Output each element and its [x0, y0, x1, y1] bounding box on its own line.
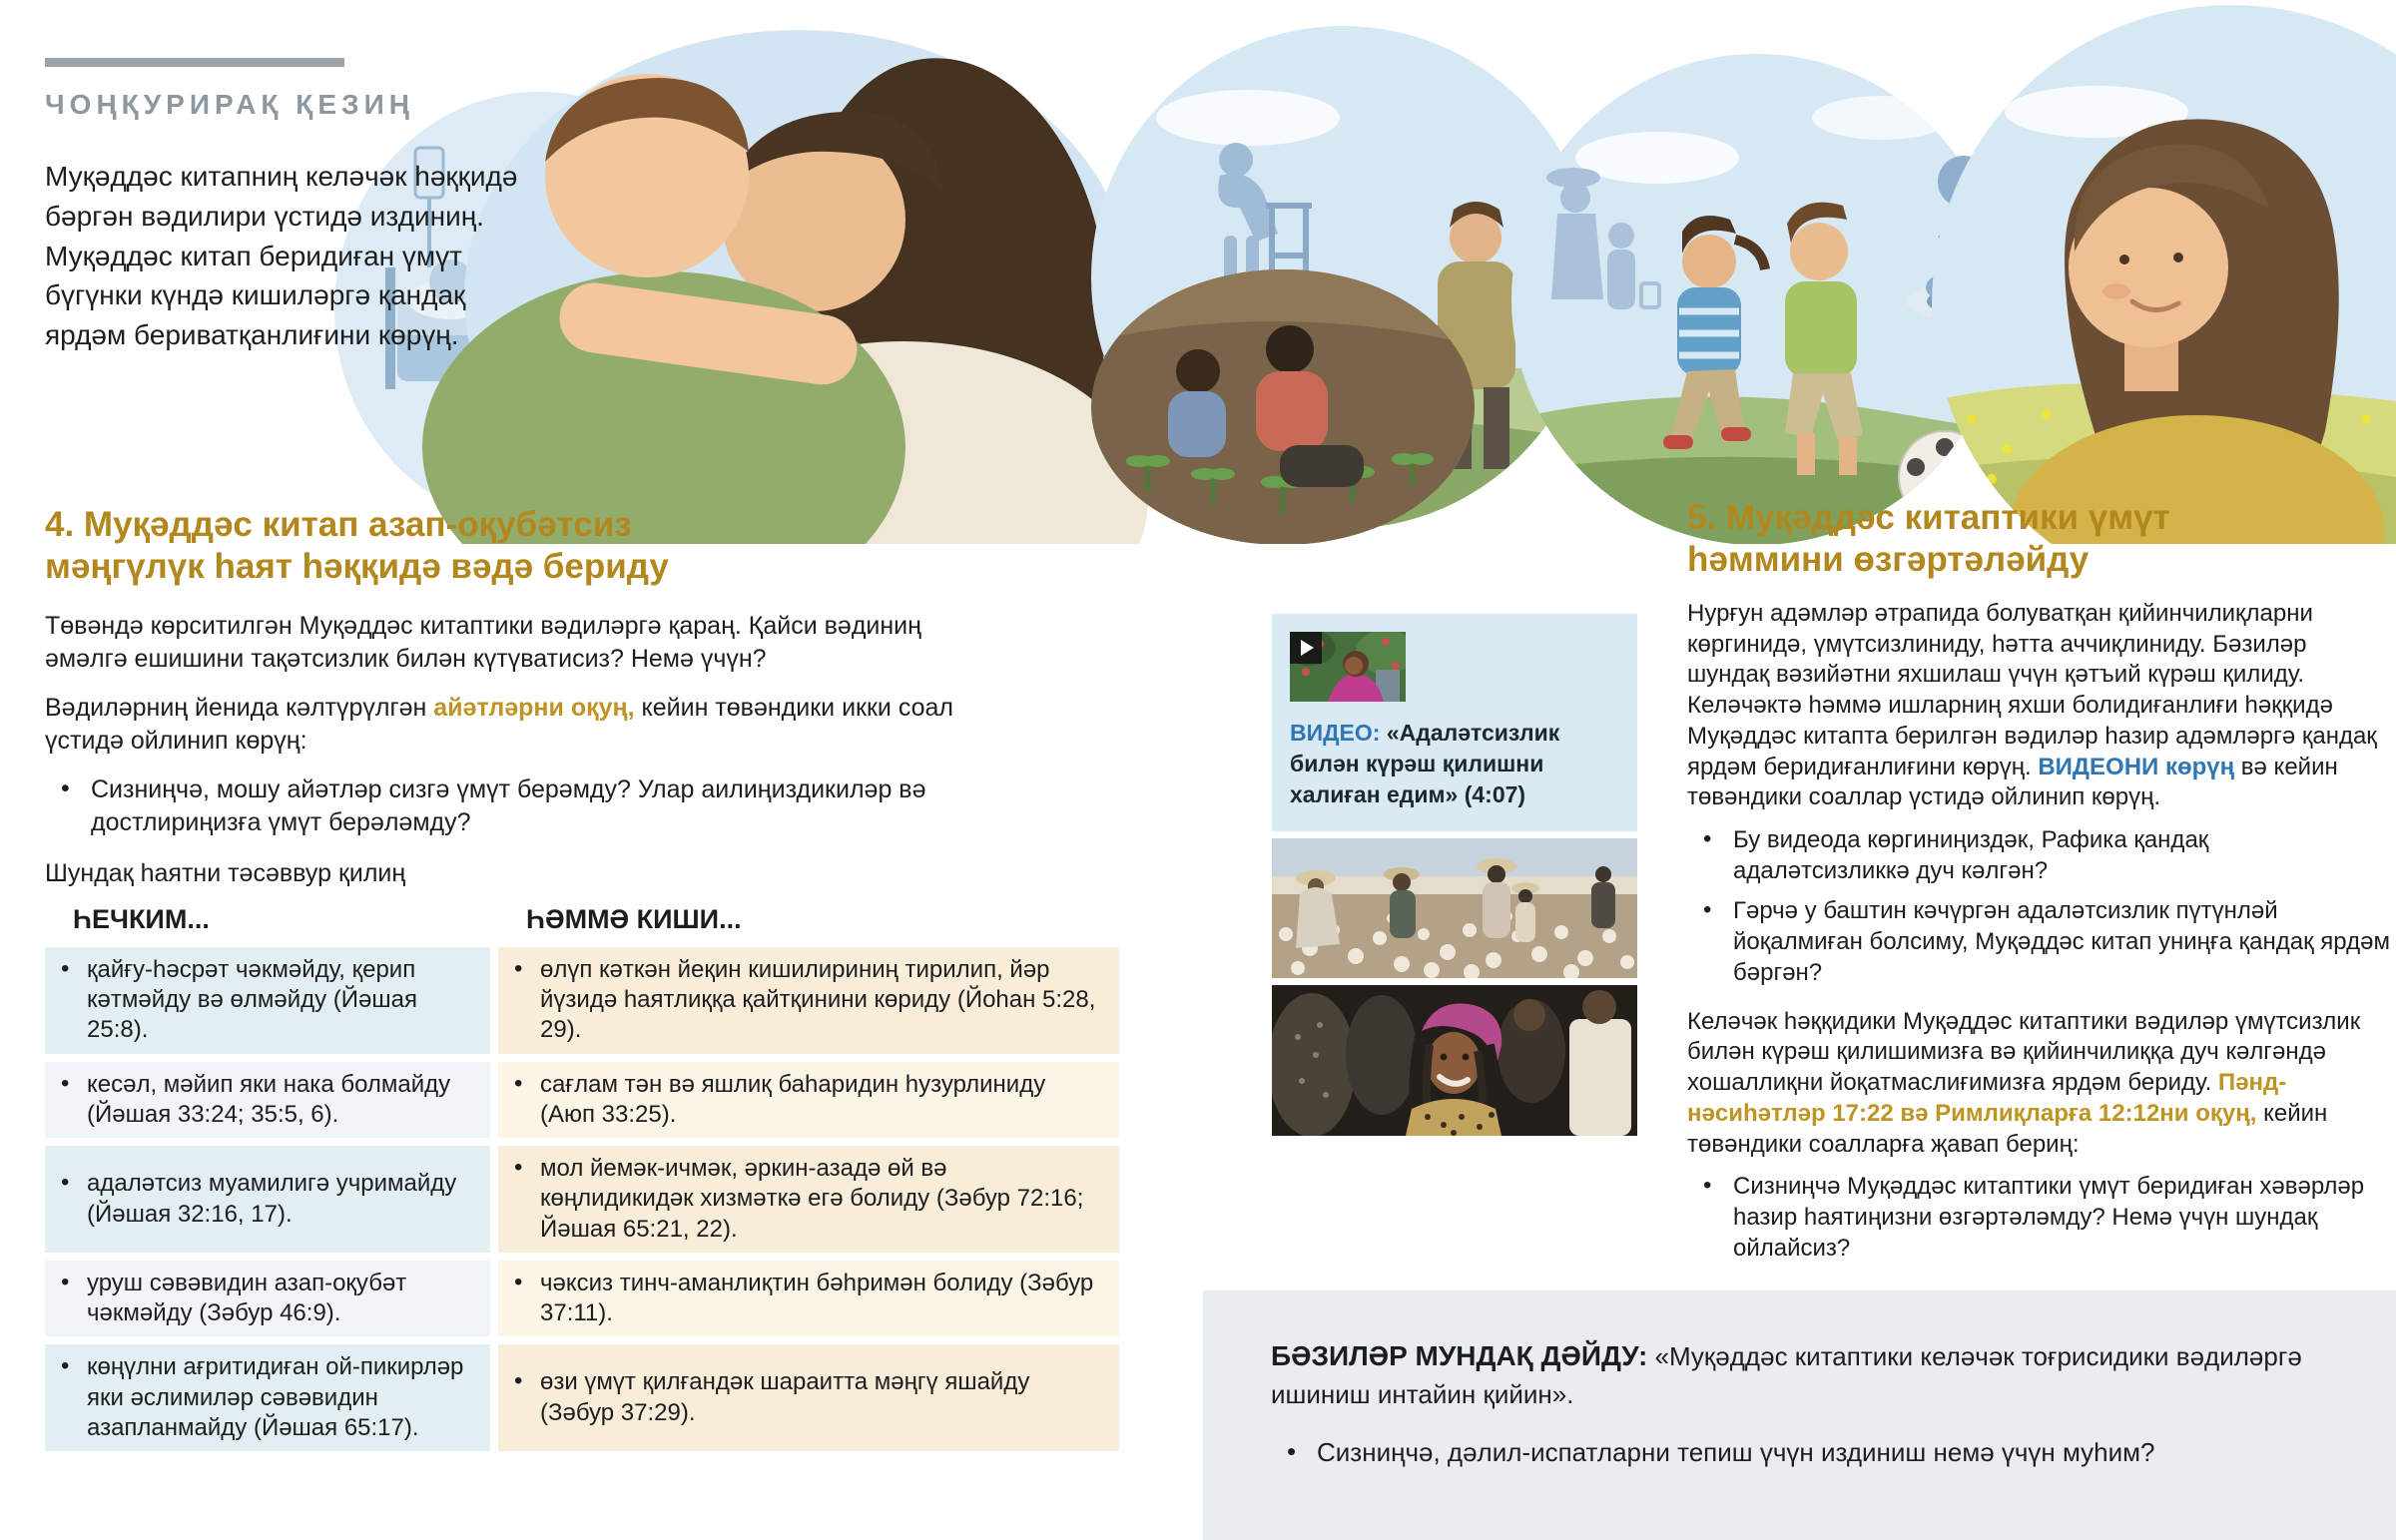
- section4-para2-pre: Вәдиләрниң йенида кәлтүрүлгән: [45, 694, 434, 722]
- watch-video-link[interactable]: ВИДЕОНИ көрүң: [2038, 753, 2235, 780]
- section5-bullet2-text: Гәрчә у баштин кәчүргән адаләтсизлик пүтүнләй йоқалмиған болсиму, Муқәддәс китап униңға қандақ ярдәм бәргән?: [1733, 897, 2390, 986]
- table-cell-right: • чәксиз тинч-аманлиқтин бәһримән болиду (Зәбур 37:11).: [498, 1261, 1119, 1336]
- table-cell-left: • кесәл, мәйип яки нака болмайду (Йәшая 33:24; 35:5, 6).: [45, 1062, 490, 1138]
- section4-bullet: [45, 773, 969, 839]
- section4-title: 4. Муқәддәс китап азап-оқубәтсиз мәңгүлүк һаят һәққидә вәдә бериду: [45, 505, 669, 586]
- table-cell-left: • уруш сәвәвидин азап-оқубәт чәкмәйду (Зәбур 46:9).: [45, 1261, 490, 1336]
- table-col2-header: ҺӘММӘ КИШИ...: [526, 904, 742, 934]
- section5-para1: [1687, 599, 2391, 813]
- table-cell-right: • сағлам тән вә яшлиқ баһаридин һузурлиниду (Аюп 33:25).: [498, 1062, 1119, 1138]
- video-label: ВИДЕО:: [1290, 720, 1381, 746]
- video-title: «Адаләтсизлик билән күрәш қилишни халиған едим»: [1290, 720, 1560, 807]
- section4-para2: [45, 692, 973, 758]
- section4-para1: Төвәндә көрситилгән Муқәддәс китаптики вәдиләргә қараң. Қайси вәдиниң әмәлгә ешишини тақәтсизлик билән күтүватисиз? Немә үчүн?: [45, 612, 921, 673]
- section4-bullet-text: Сизниңчә, мошу айәтләр сизгә үмүт берәмду? Улар аилиңиздикиләр вә достлириңизға үмүт берәләмду?: [91, 775, 926, 836]
- section4-para2-post: кейин төвәндики икки соал үстидә ойлинип көрүң:: [45, 694, 953, 755]
- table-cell-right: • мол йемәк-ичмәк, әркин-азадә өй вә көңлидикидәк хизмәткә егә болиду (Зәбур 72:16; Йәшая 65:21, 22).: [498, 1146, 1119, 1253]
- video-caption[interactable]: [1290, 718, 1619, 809]
- table-cell-right: • өлүп кәткән йеқин кишилириниң тирилип, йәр йүзидә һаятлиққа қайтқинини көриду (Йоһан 5:28, 29).: [498, 947, 1119, 1054]
- section5-title: 5. Муқәддәс китаптики үмүт һәммини өзгәртәләйду: [1687, 498, 2170, 579]
- video-panel: [1272, 614, 1637, 1136]
- section5-para1-pre: Нурғун адәмләр әтрапида болуватқан қийинчилиқларни көргинидә, үмүтсизлиниду, һәтта аччиқлиниду. Бәзиләр шундақ вәзийәтни яхшилаш үчүн қәтъий күрәш қилиду. Келәчәктә һәммә ишларниң яхши болидиғанлиғи һәққидә Муқәддәс китапта берилгән вәдиләр һазир адәмләргә қандақ ярдәм беридиғанлиғини көрүң.: [1687, 600, 2377, 780]
- video-duration: (4:07): [1464, 780, 1526, 807]
- table-row: [45, 1261, 1131, 1336]
- table-cell-right: • өзи үмүт қилғандәк шараитта мәңгү яшайду (Зәбур 37:29).: [498, 1344, 1119, 1451]
- section5-para2-post: кейин төвәндики соалларға җавап бериң:: [1687, 1099, 2328, 1158]
- section5-bullet3-text: Сизниңчә Муқәддәс китаптики үмүт беридиған хәвәрләр һазир һаятиңизни өзгәртәләмду? Немә үчүн шундақ ойлайсиз?: [1733, 1173, 2365, 1262]
- read-scriptures-link[interactable]: айәтләрни оқуң,: [433, 694, 635, 722]
- table-row: [45, 1146, 1131, 1253]
- section5-bullet-1: [1687, 825, 2391, 886]
- promises-table: [45, 904, 1131, 1451]
- table-row: [45, 1344, 1131, 1451]
- video-callout[interactable]: [1272, 614, 1637, 831]
- photo-smiling-woman: [1272, 985, 1637, 1136]
- table-cell-left: • көңүлни ағритидиған ой-пикирләр яки әслимиләр сәвәвидин азапланмайду (Йәшая 65:17).: [45, 1344, 490, 1451]
- read-proverbs-romans-link[interactable]: Пәнд-нәсиһәтләр 17:22 вә Римлиқларға 12:12ни оқуң,: [1687, 1069, 2287, 1127]
- table-cell-left: • қайғу-һәсрәт чәкмәйду, қерип кәтмәйду вә өлмәйду (Йәшая 25:8).: [45, 947, 490, 1054]
- table-cell-left: • адаләтсиз муамилигә учримайду (Йәшая 32:16, 17).: [45, 1146, 490, 1253]
- imagine-caption: Шундақ һаятни тәсәввур қилиң: [45, 859, 406, 887]
- kicker-title: ЧОҢҚУРИРАҚ ҚЕЗИҢ: [45, 89, 414, 120]
- section5-bullet-2: [1687, 896, 2391, 988]
- section-4: [45, 504, 1163, 1459]
- section5-bullet-3: [1687, 1172, 2391, 1264]
- section5-bullet1-text: Бу видеода көргиниңиздәк, Рафика қандақ адаләтсизликкә дуч кәлгән?: [1733, 826, 2209, 884]
- hopeful-woman-scene: [1932, 5, 2396, 544]
- video-thumbnail[interactable]: [1290, 632, 1406, 702]
- page-header: [45, 58, 544, 355]
- some-say-box: [1203, 1290, 2396, 1540]
- photo-cotton-field: [1272, 838, 1637, 978]
- section5-para2-pre: Келәчәк һәққидики Муқәддәс китаптики вәдиләр үмүтсизлик билән күрәш қилишимизға вә қийинчилиққа дуч кәлгәндә хошаллиқни йоқатмаслиғимизға ярдәм бериду.: [1687, 1007, 2361, 1097]
- some-say-label: БӘЗИЛӘР МУНДАҚ ДӘЙДУ:: [1271, 1340, 1648, 1371]
- planting-scene: [1091, 269, 1475, 544]
- play-icon[interactable]: [1290, 632, 1322, 664]
- table-row: [45, 947, 1131, 1054]
- section5-para2: [1687, 1007, 2391, 1161]
- intro-paragraph: Муқәддәс китапниң келәчәк һәққидә бәргән вәдилири үстидә издиниң. Муқәддәс китап беридиған үмүт бүгүнки күндә кишиләргә қандақ ярдәм бериватқанлиғини көрүң.: [45, 161, 518, 350]
- table-row: [45, 1062, 1131, 1138]
- kicker-rule: [45, 58, 344, 67]
- some-say-quote: «Муқәддәс китаптики келәчәк тоғрисидики вәдиләргә ишиниш интайин қийин».: [1271, 1341, 2302, 1409]
- section5-para1-post: вә кейин төвәндики соаллар үстидә ойлинип көрүң.: [1687, 753, 2338, 811]
- some-say-bullet-text: Сизниңчә, дәлил-испатларни тепиш үчүн издиниш немә үчүн муһим?: [1317, 1436, 2155, 1467]
- some-say-bullet: [1271, 1437, 2326, 1468]
- some-say-paragraph: [1271, 1336, 2326, 1413]
- section-5: [1687, 497, 2391, 1274]
- table-col1-header: ҺЕЧКИМ...: [73, 904, 210, 934]
